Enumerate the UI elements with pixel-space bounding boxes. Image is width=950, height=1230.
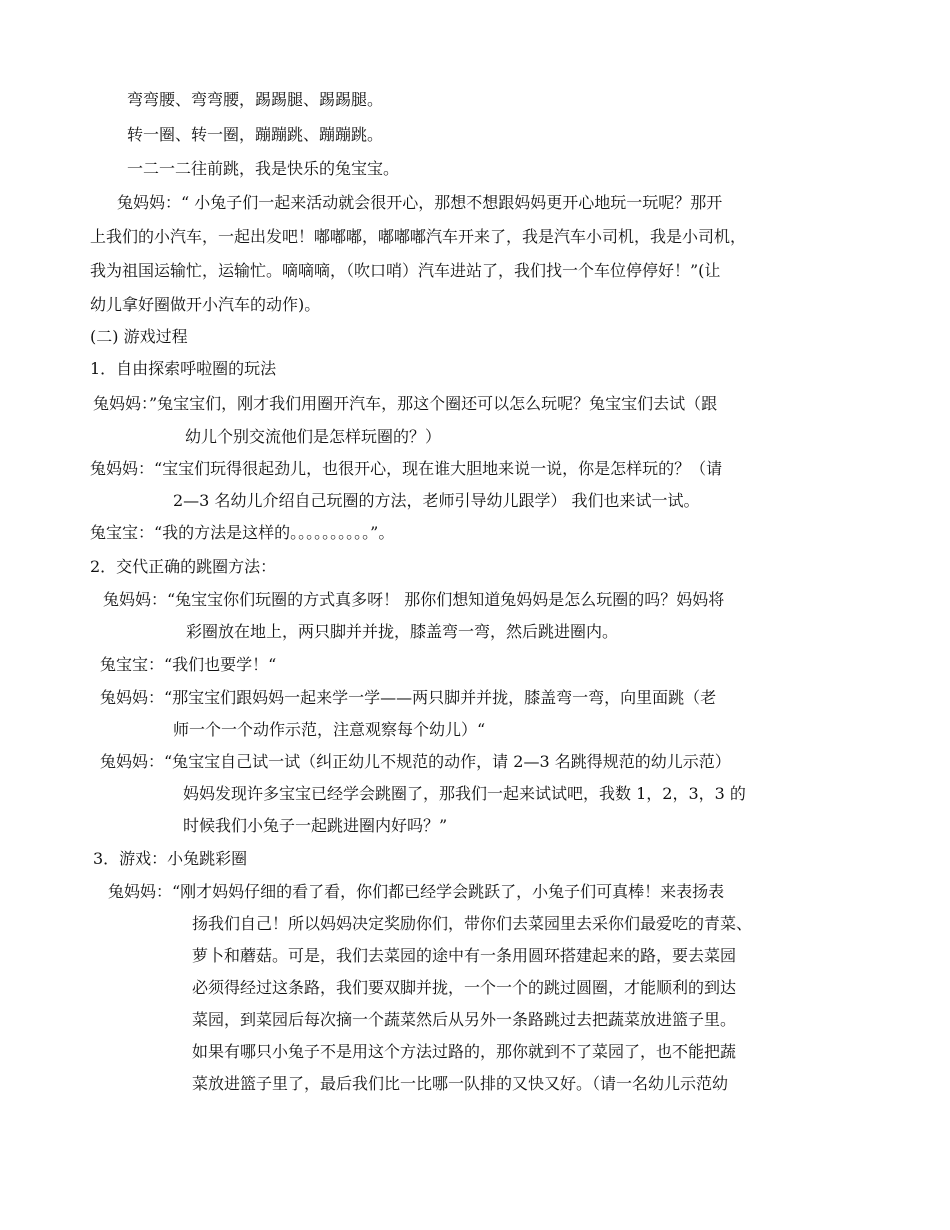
step1-dialogue-2-line-2: 2—3 名幼儿介绍自己玩圈的方法，老师引导幼儿跟学） 我们也来试一试。 [173, 491, 700, 510]
step3-dialogue-line-7: 菜放进篮子里了，最后我们比一比哪一队排的又快又好。（请一名幼儿示范幼 [192, 1074, 729, 1093]
intro-line-3: 我为祖国运输忙，运输忙。嘀嘀嘀，（吹口哨）汽车进站了，我们找一个车位停停好！”(让 [90, 261, 721, 280]
step3-dialogue-line-6: 如果有哪只小兔子不是用这个方法过路的，那你就到不了菜园了，也不能把蔬 [192, 1042, 737, 1061]
step3-dialogue-line-2: 扬我们自己！所以妈妈决定奖励你们，带你们去菜园里去采你们最爱吃的青菜、 [192, 914, 753, 933]
step2-title: 2．交代正确的跳圈方法： [90, 557, 277, 576]
intro-line-1: 兔妈妈：“ 小兔子们一起来活动就会很开心，那想不想跟妈妈更开心地玩一玩呢？那开 [117, 193, 723, 212]
step1-dialogue-1-line-1: 兔妈妈：”兔宝宝们，刚才我们用圈开汽车，那这个圈还可以怎么玩呢？兔宝宝们去试（跟 [93, 394, 718, 413]
step1-title: 1．自由探索呼啦圈的玩法 [90, 359, 277, 378]
step2-dialogue-3-line-1: 兔妈妈：“那宝宝们跟妈妈一起来学一学——两只脚并并拢，膝盖弯一弯，向里面跳（老 [100, 688, 717, 707]
step2-dialogue-2: 兔宝宝：“我们也要学！“ [100, 655, 277, 674]
step2-dialogue-4-line-1: 兔妈妈：“兔宝宝自己试一试（纠正幼儿不规范的动作，请 2—3 名跳得规范的幼儿示范） [100, 752, 731, 771]
step1-dialogue-2-line-1: 兔妈妈：“宝宝们玩得很起劲儿，也很开心，现在谁大胆地来说一说，你是怎样玩的？（请 [90, 459, 723, 478]
section-heading: (二) 游戏过程 [90, 327, 188, 346]
rhyme-line-1: 弯弯腰、弯弯腰，踢踢腿、踢踢腿。 [127, 90, 384, 109]
step1-dialogue-1-line-2: 幼儿个别交流他们是怎样玩圈的？） [185, 427, 442, 446]
step2-dialogue-4-line-3: 时候我们小兔子一起跳进圈内好吗？” [183, 816, 448, 835]
step3-dialogue-line-5: 菜园，到菜园后每次摘一个蔬菜然后从另外一条路跳过去把蔬菜放进篮子里。 [192, 1010, 737, 1029]
rhyme-line-2: 转一圈、转一圈，蹦蹦跳、蹦蹦跳。 [127, 125, 384, 144]
step2-dialogue-3-line-2: 师一个一个动作示范，注意观察每个幼儿）“ [173, 720, 486, 739]
intro-line-2: 上我们的小汽车，一起出发吧！嘟嘟嘟，嘟嘟嘟汽车开来了，我是汽车小司机，我是小司机， [90, 227, 747, 246]
step1-dialogue-3: 兔宝宝：“我的方法是这样的。。。。。。。。。。”。 [90, 523, 395, 542]
intro-line-4: 幼儿拿好圈做开小汽车的动作)。 [90, 295, 321, 314]
step2-dialogue-4-line-2: 妈妈发现许多宝宝已经学会跳圈了，那我们一起来试试吧，我数 1，2，3，3 的 [183, 784, 746, 803]
rhyme-line-3: 一二一二往前跳，我是快乐的兔宝宝。 [127, 159, 400, 178]
step3-dialogue-line-3: 萝卜和蘑菇。可是，我们去菜园的途中有一条用圆环搭建起来的路，要去菜园 [192, 946, 737, 965]
step3-title: 3．游戏：小兔跳彩圈 [93, 849, 248, 868]
step2-dialogue-1-line-1: 兔妈妈：“兔宝宝你们玩圈的方式真多呀！ 那你们想知道兔妈妈是怎么玩圈的吗？妈妈将 [103, 590, 725, 609]
step3-dialogue-line-4: 必须得经过这条路，我们要双脚并拢，一个一个的跳过圆圈，才能顺利的到达 [192, 978, 737, 997]
step2-dialogue-1-line-2: 彩圈放在地上，两只脚并并拢，膝盖弯一弯，然后跳进圈内。 [186, 622, 619, 641]
step3-dialogue-line-1: 兔妈妈：“刚才妈妈仔细的看了看，你们都已经学会跳跃了，小兔子们可真棒！来表扬表 [108, 882, 725, 901]
